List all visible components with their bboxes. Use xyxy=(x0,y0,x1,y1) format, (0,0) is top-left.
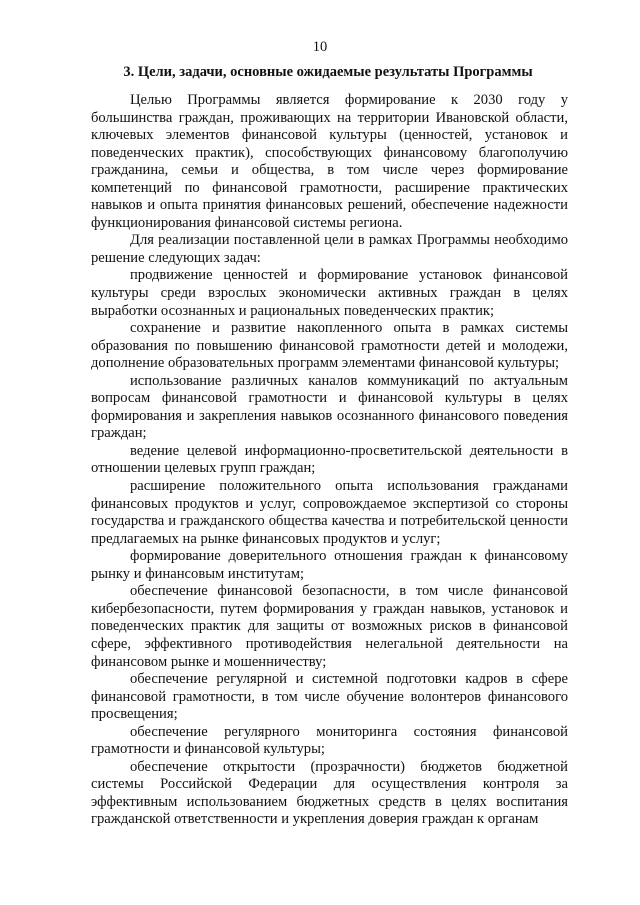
paragraph-tasks-intro: Для реализации поставленной цели в рамках Программы необходимо решение следующих задач: xyxy=(91,232,568,266)
task-item: ведение целевой информационно-просветительской деятельности в отношении целевых групп граждан; xyxy=(91,442,568,477)
page-number: 10 xyxy=(312,39,328,55)
section-heading: 3. Цели, задачи, основные ожидаемые результаты Программы xyxy=(123,64,533,80)
task-item: обеспечение открытости (прозрачности) бюджетов бюджетной системы Российской Федерации для осуществления контроля за эффективным использованием бюджетных средств в целях воспитания гражданской ответственности и укрепления доверия граждан к органам xyxy=(91,758,568,828)
task-item: обеспечение финансовой безопасности, в том числе финансовой кибербезопасности, путем формирования у граждан навыков, установок и поведенческих практик для защиты от возможных рисков в финансовой сфере, эффективного противодействия нелегальной деятельности на финансовом рынке и мошенничеству; xyxy=(91,583,568,670)
task-item: использование различных каналов коммуникаций по актуальным вопросам финансовой грамотности и финансовой культуры в целях формирования и закрепления навыков осознанного финансового поведения граждан; xyxy=(91,372,568,442)
body-text xyxy=(91,92,568,829)
task-item: обеспечение регулярной и системной подготовки кадров в сфере финансовой грамотности, в том числе обучение волонтеров финансового просвещения; xyxy=(91,671,568,723)
task-item: обеспечение регулярного мониторинга состояния финансовой грамотности и финансовой культуры; xyxy=(91,723,568,758)
paragraph-goal: Целью Программы является формирование к 2030 году у большинства граждан, проживающих на территории Ивановской области, ключевых элементов финансовой культуры (ценностей, установок и поведенческих практик), способствующих финансовому благополучию гражданина, семьи и общества, в том числе через формирование компетенций по финансовой грамотности, расширение практических навыков и опыта принятия финансовых решений, обеспечение надежности функционирования финансовой системы региона. xyxy=(91,92,568,231)
task-item: расширение положительного опыта использования гражданами финансовых продуктов и услуг, сопровождаемое экспертизой со стороны государства и гражданского общества качества и потребительской ценности предлагаемых на рынке финансовых продуктов и услуг; xyxy=(91,478,568,547)
task-item: продвижение ценностей и формирование установок финансовой культуры среди взрослых экономически активных граждан в целях выработки осознанных и рациональных поведенческих практик; xyxy=(91,267,568,319)
task-item: сохранение и развитие накопленного опыта в рамках системы образования по повышению финансовой грамотности детей и молодежи, дополнение образовательных программ элементами финансовой культуры; xyxy=(91,320,568,372)
task-item: формирование доверительного отношения граждан к финансовому рынку и финансовым институтам; xyxy=(91,548,568,582)
